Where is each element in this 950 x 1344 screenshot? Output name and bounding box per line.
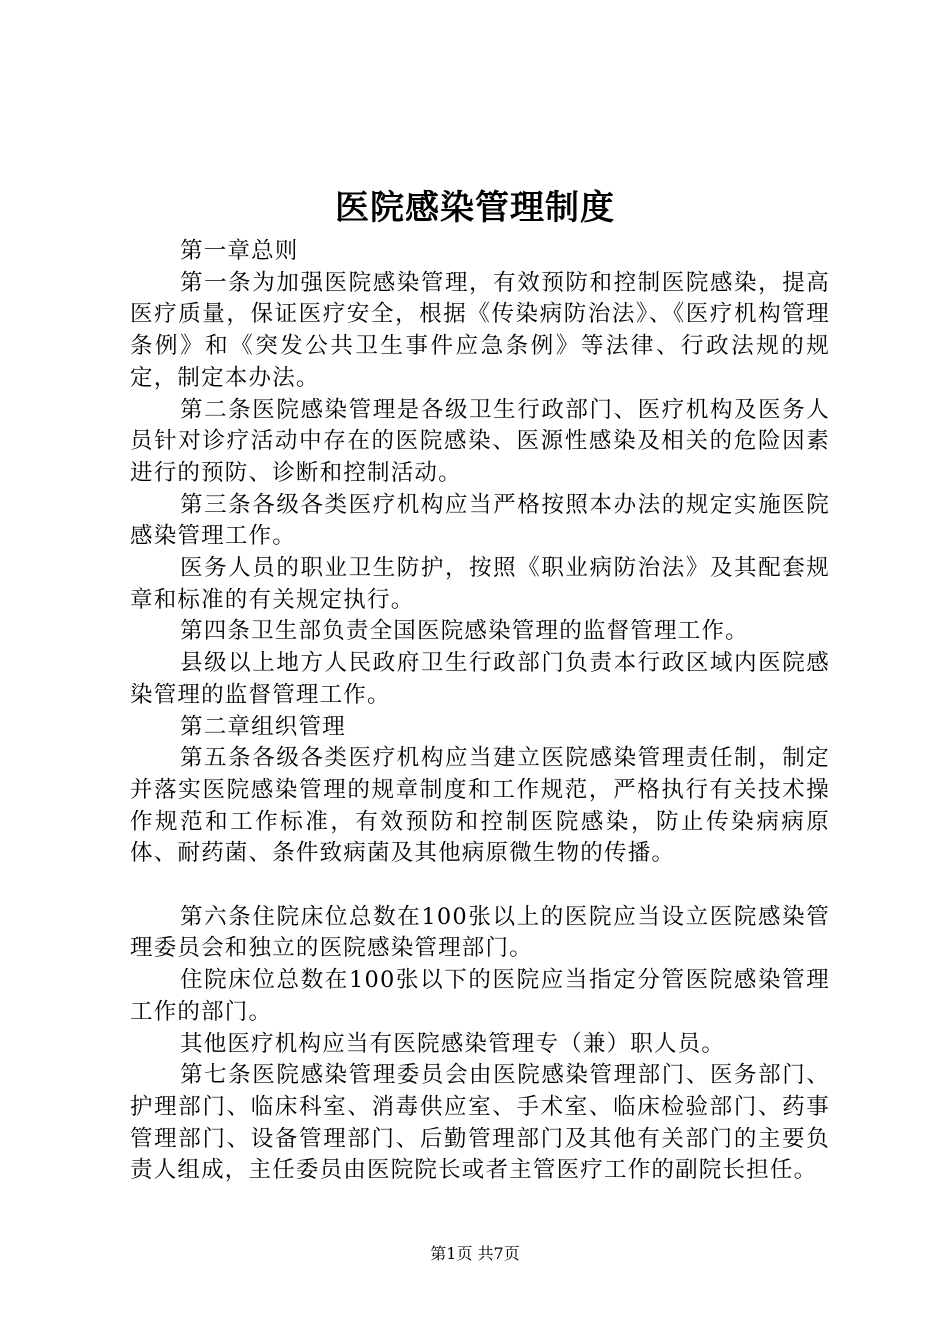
document-body <box>130 236 830 1187</box>
page-number-footer: 第1页 共7页 <box>430 1244 520 1263</box>
article-3-supplement: 医务人员的职业卫生防护，按照《职业病防治法》及其配套规章和标准的有关规定执行。 <box>130 555 830 613</box>
chapter-heading-1: 第一章总则 <box>180 238 299 264</box>
article-1: 第一条为加强医院感染管理，有效预防和控制医院感染，提高医疗质量，保证医疗安全，根据《传染病防治法》、《医疗机构管理条例》和《突发公共卫生事件应急条例》等法律、行政法规的规定，制定本办法。 <box>130 269 830 391</box>
article-2: 第二条医院感染管理是各级卫生行政部门、医疗机构及医务人员针对诊疗活动中存在的医院感染、医源性感染及相关的危险因素进行的预防、诊断和控制活动。 <box>130 396 830 486</box>
document-title: 医院感染管理制度 <box>335 188 615 228</box>
article-6: 第六条住院床位总数在100张以上的医院应当设立医院感染管理委员会和独立的医院感染管理部门。 <box>130 903 830 962</box>
chapter-heading-2: 第二章组织管理 <box>180 713 346 740</box>
article-6-supplement-1: 住院床位总数在100张以下的医院应当指定分管医院感染管理工作的部门。 <box>130 967 830 1025</box>
article-6-supplement-2: 其他医疗机构应当有医院感染管理专（兼）职人员。 <box>180 1030 726 1057</box>
article-4: 第四条卫生部负责全国医院感染管理的监督管理工作。 <box>180 618 749 645</box>
article-5: 第五条各级各类医疗机构应当建立医院感染管理责任制，制定并落实医院感染管理的规章制度和工作规范，严格执行有关技术操作规范和工作标准，有效预防和控制医院感染，防止传染病病原体、耐药菌、条件致病菌及其他病原微生物的传播。 <box>130 745 830 867</box>
article-4-supplement: 县级以上地方人民政府卫生行政部门负责本行政区域内医院感染管理的监督管理工作。 <box>130 650 830 708</box>
article-7: 第七条医院感染管理委员会由医院感染管理部门、医务部门、护理部门、临床科室、消毒供应室、手术室、临床检验部门、药事管理部门、设备管理部门、后勤管理部门及其他有关部门的主要负责人组成，主任委员由医院院长或者主管医疗工作的副院长担任。 <box>130 1062 830 1184</box>
article-3: 第三条各级各类医疗机构应当严格按照本办法的规定实施医院感染管理工作。 <box>130 491 830 550</box>
